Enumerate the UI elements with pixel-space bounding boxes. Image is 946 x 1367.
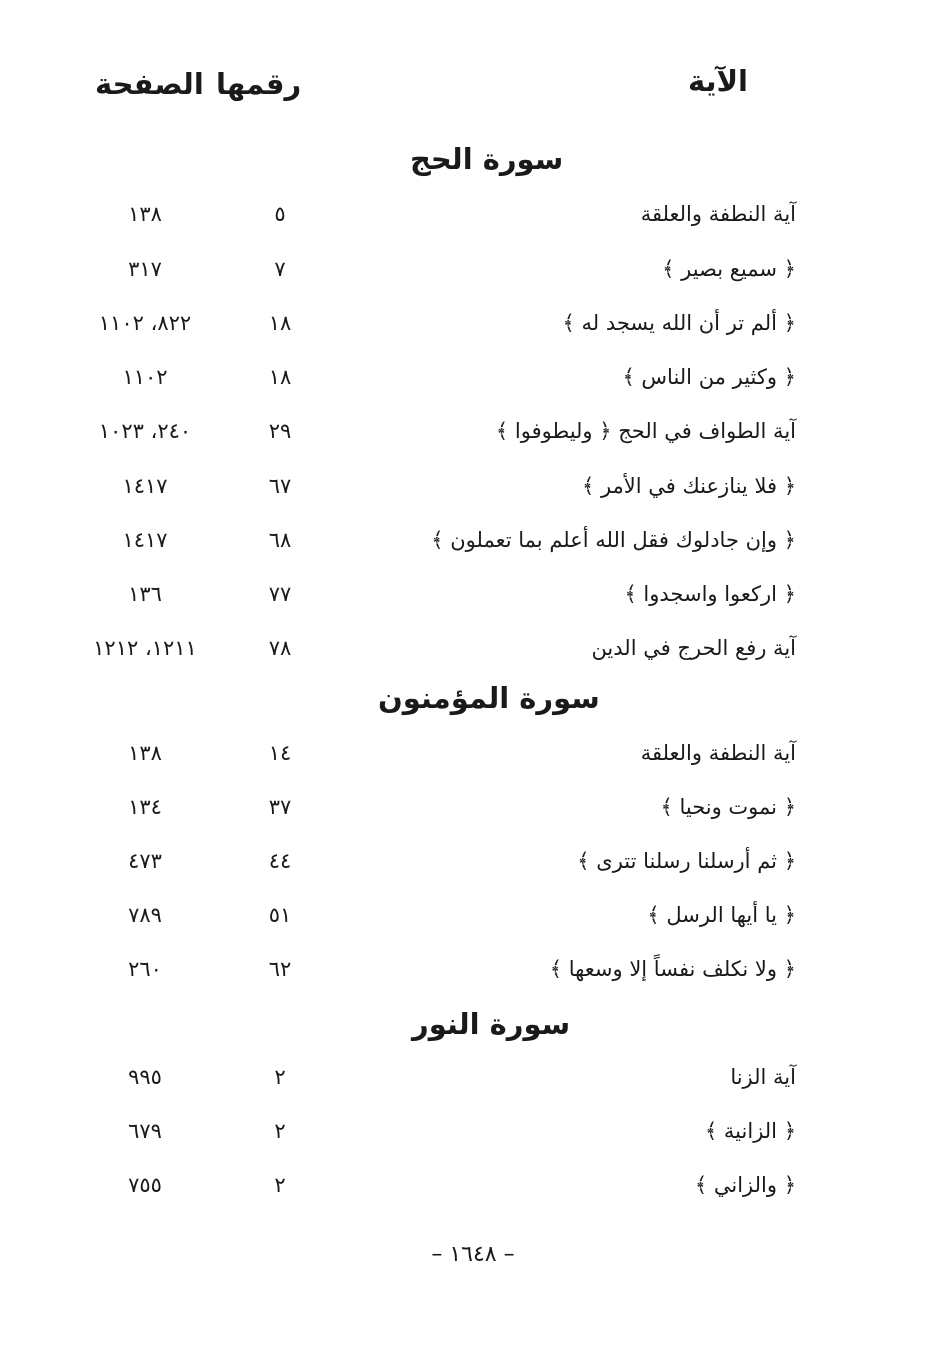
verse-text: آية النطفة والعلقة xyxy=(640,741,796,765)
verse-number: ٣٧ xyxy=(268,795,292,819)
verse-number: ٢٩ xyxy=(268,419,292,443)
page-refs: ٢٦٠ xyxy=(128,957,162,981)
index-row xyxy=(0,357,946,397)
verse-text: ﴿ اركعوا واسجدوا ﴾ xyxy=(624,582,796,606)
verse-text: ﴿ الزانية ﴾ xyxy=(704,1119,796,1143)
page-refs: ١٢١١، ١٢١٢ xyxy=(93,636,197,660)
verse-number: ٦٨ xyxy=(268,528,292,552)
verse-number: ٧٨ xyxy=(268,636,292,660)
verse-number: ٤٤ xyxy=(268,849,292,873)
verse-text: ﴿ فلا ينازعنك في الأمر ﴾ xyxy=(581,474,796,498)
page-refs: ١٣٤ xyxy=(128,795,162,819)
index-row xyxy=(0,411,946,451)
index-row xyxy=(0,733,946,773)
page-refs: ٣١٧ xyxy=(128,257,162,281)
page-refs: ٢٤٠، ١٠٢٣ xyxy=(98,419,192,443)
verse-number: ٢ xyxy=(274,1065,286,1089)
surah-title-al-muminun: سورة المؤمنون xyxy=(378,681,600,715)
index-row xyxy=(0,628,946,668)
page-refs: ١٤١٧ xyxy=(122,474,168,498)
index-row xyxy=(0,194,946,234)
page-refs: ١٤١٧ xyxy=(122,528,168,552)
verse-number: ١٨ xyxy=(268,365,292,389)
verse-number: ١٤ xyxy=(268,741,292,765)
page-refs: ٨٢٢، ١١٠٢ xyxy=(98,311,192,335)
index-row xyxy=(0,1111,946,1151)
verse-number: ٥١ xyxy=(268,903,292,927)
verse-number: ٦٢ xyxy=(268,957,292,981)
surah-title-al-hajj: سورة الحج xyxy=(410,142,564,176)
verse-text: آية الزنا xyxy=(730,1065,796,1089)
column-header-number: رقمها xyxy=(216,67,302,101)
verse-number: ٢ xyxy=(274,1173,286,1197)
index-row xyxy=(0,787,946,827)
verse-number: ٧٧ xyxy=(268,582,292,606)
verse-text: ﴿ يا أيها الرسل ﴾ xyxy=(647,903,796,927)
verse-text: ﴿ سميع بصير ﴾ xyxy=(662,257,796,281)
verse-text: ﴿ وإن جادلوك فقل الله أعلم بما تعملون ﴾ xyxy=(431,528,796,552)
page-refs: ٧٨٩ xyxy=(128,903,162,927)
page-number: – ١٦٤٨ – xyxy=(431,1242,515,1267)
page-refs: ١١٠٢ xyxy=(122,365,168,389)
page-refs: ٧٥٥ xyxy=(128,1173,162,1197)
page-refs: ١٣٦ xyxy=(128,582,162,606)
page-refs: ٤٧٣ xyxy=(128,849,162,873)
index-row xyxy=(0,895,946,935)
column-header-verse: الآية xyxy=(687,64,748,98)
index-row xyxy=(0,249,946,289)
verse-text: ﴿ وكثير من الناس ﴾ xyxy=(622,365,796,389)
index-row xyxy=(0,303,946,343)
index-row xyxy=(0,574,946,614)
verse-number: ٧ xyxy=(274,257,286,281)
verse-text: ﴿ ثم أرسلنا رسلنا تترى ﴾ xyxy=(577,849,796,873)
verse-number: ٦٧ xyxy=(268,474,292,498)
column-header-page: الصفحة xyxy=(95,67,204,101)
verse-text: ﴿ والزاني ﴾ xyxy=(694,1173,796,1197)
index-row xyxy=(0,841,946,881)
verse-number: ٢ xyxy=(274,1119,286,1143)
verse-text: ﴿ نموت ونحيا ﴾ xyxy=(660,795,796,819)
page-refs: ١٣٨ xyxy=(128,202,162,226)
verse-text: ﴿ ألم تر أن الله يسجد له ﴾ xyxy=(562,311,796,335)
verse-text: آية الطواف في الحج ﴿ وليطوفوا ﴾ xyxy=(495,419,796,443)
index-row xyxy=(0,949,946,989)
page-refs: ٩٩٥ xyxy=(128,1065,162,1089)
index-row xyxy=(0,520,946,560)
page-refs: ١٣٨ xyxy=(128,741,162,765)
verse-number: ٥ xyxy=(274,202,286,226)
surah-title-an-nur: سورة النور xyxy=(412,1007,571,1041)
verse-text: آية النطفة والعلقة xyxy=(640,202,796,226)
index-row xyxy=(0,466,946,506)
page-refs: ٦٧٩ xyxy=(128,1119,162,1143)
verse-text: آية رفع الحرج في الدين xyxy=(591,636,796,660)
verse-number: ١٨ xyxy=(268,311,292,335)
index-row xyxy=(0,1057,946,1097)
verse-text: ﴿ ولا نكلف نفساً إلا وسعها ﴾ xyxy=(549,957,796,981)
index-row xyxy=(0,1165,946,1205)
